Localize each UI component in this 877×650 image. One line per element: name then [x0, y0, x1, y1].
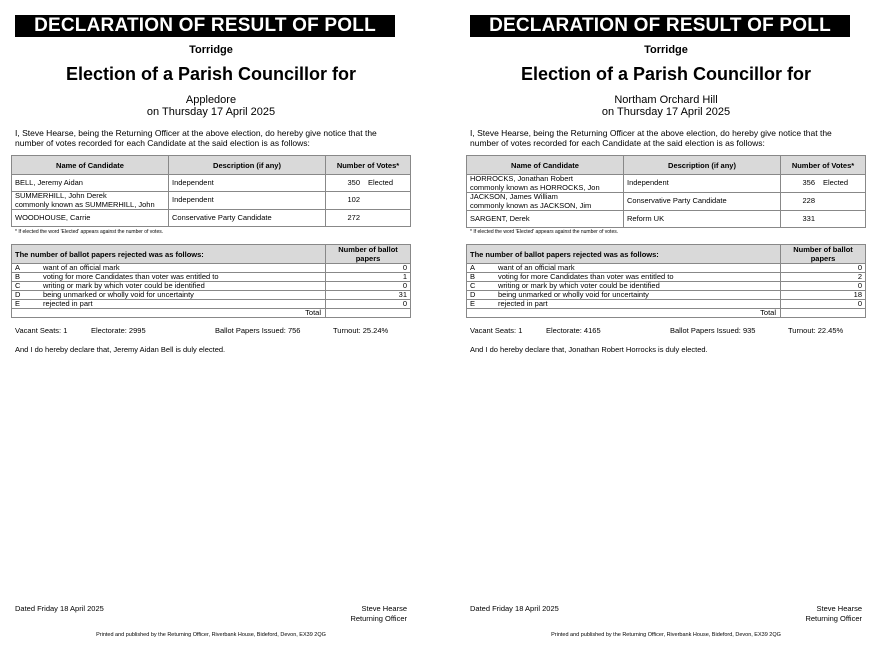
district-name: Torridge: [189, 44, 233, 56]
candidate-row: [467, 193, 866, 211]
officer-signature: [350, 604, 407, 624]
rejected-letter: C: [15, 281, 21, 290]
candidate-row: [12, 192, 411, 210]
poll-date: on Thursday 17 April 2025: [146, 106, 276, 118]
district-name: Torridge: [644, 44, 688, 56]
candidate-votes: 350: [347, 177, 360, 187]
candidate-votes: 331: [802, 213, 815, 223]
total-value: [781, 309, 866, 318]
officer-name: Steve Hearse: [361, 604, 407, 613]
candidate-description: Conservative Party Candidate: [169, 210, 326, 227]
parish-name: Appledore: [185, 94, 237, 106]
rejected-header: The number of ballot papers rejected was as follows:: [467, 245, 781, 264]
rejected-letter: A: [15, 263, 21, 272]
rejected-count: 2: [781, 273, 866, 282]
rejected-letter: D: [470, 290, 476, 299]
total-row: [467, 309, 866, 318]
officer-title: Returning Officer: [350, 614, 407, 623]
ballot-papers-issued: Ballot Papers Issued: 756: [215, 326, 301, 335]
rejected-count: 1: [326, 273, 411, 282]
rejected-letter: E: [470, 299, 476, 308]
electorate: Electorate: 4165: [546, 326, 601, 335]
total-label: Total: [467, 309, 781, 318]
candidate-name: JACKSON, James William: [470, 192, 558, 201]
candidate-votes: 356: [802, 178, 815, 188]
rejected-row: [467, 300, 866, 309]
declaration-banner: DECLARATION OF RESULT OF POLL: [470, 15, 850, 37]
candidates-header-row: [12, 156, 411, 175]
header-name: Name of Candidate: [467, 156, 624, 175]
candidate-votes-cell: [781, 211, 866, 228]
rejected-reason: want of an official mark: [43, 263, 120, 272]
candidate-name: WOODHOUSE, Carrie: [15, 212, 91, 222]
poll-date: on Thursday 17 April 2025: [601, 106, 731, 118]
rejected-count: 0: [326, 300, 411, 309]
header-votes: Number of Votes*: [326, 156, 411, 175]
imprint: Printed and published by the Returning Officer, Riverbank House, Bideford, Devon, EX39 2QG: [96, 632, 326, 638]
candidate-name: BELL, Jeremy Aidan: [15, 177, 83, 187]
imprint: Printed and published by the Returning Officer, Riverbank House, Bideford, Devon, EX39 2QG: [551, 632, 781, 638]
dated-line: Dated Friday 18 April 2025: [470, 604, 559, 613]
rejected-count-header: Number of ballot papers: [326, 245, 411, 264]
officer-signature: [805, 604, 862, 624]
rejected-reason: voting for more Candidates than voter was entitled to: [43, 272, 219, 281]
rejected-header: The number of ballot papers rejected was as follows:: [12, 245, 326, 264]
header-description: Description (if any): [624, 156, 781, 175]
rejected-count: 0: [326, 264, 411, 273]
rejected-count: 0: [781, 300, 866, 309]
candidates-table: [11, 155, 411, 227]
candidate-name-cell: [467, 175, 624, 193]
rejected-reason: rejected in part: [43, 299, 93, 308]
electorate: Electorate: 2995: [91, 326, 146, 335]
header-description: Description (if any): [169, 156, 326, 175]
rejected-letter: C: [470, 281, 476, 290]
vacant-seats: Vacant Seats: 1: [470, 326, 523, 335]
declaration-northam-orchard-hill: [466, 0, 866, 650]
declaration-text: And I do hereby declare that, Jeremy Aidan Bell is duly elected.: [15, 345, 226, 354]
rejected-letter: B: [470, 272, 476, 281]
candidate-row: [12, 175, 411, 192]
total-row: [12, 309, 411, 318]
candidate-alias: commonly known as JACKSON, Jim: [470, 200, 592, 210]
candidate-votes: 102: [347, 195, 360, 205]
ballot-papers-issued: Ballot Papers Issued: 935: [670, 326, 756, 335]
candidates-header-row: [467, 156, 866, 175]
notice-text: I, Steve Hearse, being the Returning Officer at the above election, do hereby give notice that the number of votes recorded for each Candidate at the said election is as follows:: [470, 128, 832, 148]
rejected-reason: being unmarked or wholly void for uncertainty: [498, 290, 649, 299]
rejected-header-row: [12, 245, 411, 264]
declaration-banner: DECLARATION OF RESULT OF POLL: [15, 15, 395, 37]
candidate-votes: 272: [347, 212, 360, 222]
elected-footnote: * If elected the word 'Elected' appears against the number of votes.: [15, 229, 164, 235]
rejected-reason: rejected in part: [498, 299, 548, 308]
candidate-name: SUMMERHILL, John Derek: [15, 191, 107, 200]
rejected-reason: writing or mark by which voter could be identified: [43, 281, 205, 290]
total-label: Total: [12, 309, 326, 318]
candidate-row: [467, 211, 866, 228]
candidate-name-cell: [12, 192, 169, 210]
candidate-votes-cell: [781, 175, 866, 193]
candidate-alias: commonly known as HORROCKS, Jon: [470, 182, 600, 192]
notice-text: I, Steve Hearse, being the Returning Officer at the above election, do hereby give notice that the number of votes recorded for each Candidate at the said election is as follows:: [15, 128, 377, 148]
candidate-row: [12, 210, 411, 227]
turnout: Turnout: 22.45%: [788, 326, 844, 335]
dated-line: Dated Friday 18 April 2025: [15, 604, 104, 613]
rejected-reason: writing or mark by which voter could be identified: [498, 281, 660, 290]
declaration-appledore: [11, 0, 411, 650]
candidate-description: Conservative Party Candidate: [624, 193, 781, 211]
candidate-name: HORROCKS, Jonathan Robert: [470, 174, 573, 183]
candidate-votes-cell: [781, 193, 866, 211]
elected-footnote: * If elected the word 'Elected' appears against the number of votes.: [470, 229, 619, 235]
total-value: [326, 309, 411, 318]
rejected-reason-cell: [12, 300, 326, 309]
elected-marker: Elected: [823, 178, 849, 188]
rejected-reason-cell: [467, 300, 781, 309]
candidates-table: [466, 155, 866, 228]
candidate-name-cell: [12, 175, 169, 192]
declaration-text: And I do hereby declare that, Jonathan Robert Horrocks is duly elected.: [470, 345, 708, 354]
rejected-reason: being unmarked or wholly void for uncertainty: [43, 290, 194, 299]
rejected-letter: E: [15, 299, 21, 308]
candidate-name-cell: [467, 211, 624, 228]
elected-marker: Elected: [368, 177, 394, 187]
parish-name: Northam Orchard Hill: [614, 94, 718, 106]
candidate-name-cell: [467, 193, 624, 211]
rejected-row: [12, 300, 411, 309]
rejected-count: 0: [326, 282, 411, 291]
candidate-votes: 228: [802, 196, 815, 206]
officer-title: Returning Officer: [805, 614, 862, 623]
rejected-count: 0: [781, 282, 866, 291]
candidate-description: Reform UK: [624, 211, 781, 228]
header-votes: Number of Votes*: [781, 156, 866, 175]
turnout: Turnout: 25.24%: [333, 326, 389, 335]
candidate-description: Independent: [169, 192, 326, 210]
rejected-letter: D: [15, 290, 21, 299]
rejected-reason: voting for more Candidates than voter was entitled to: [498, 272, 674, 281]
rejected-letter: A: [470, 263, 476, 272]
rejected-ballots-table: [11, 244, 411, 318]
header-name: Name of Candidate: [12, 156, 169, 175]
candidate-row: [467, 175, 866, 193]
vacant-seats: Vacant Seats: 1: [15, 326, 68, 335]
rejected-ballots-table: [466, 244, 866, 318]
rejected-count: 18: [781, 291, 866, 300]
rejected-count: 0: [781, 264, 866, 273]
rejected-reason: want of an official mark: [498, 263, 575, 272]
candidate-name-cell: [12, 210, 169, 227]
rejected-header-row: [467, 245, 866, 264]
election-heading: Election of a Parish Councillor for: [65, 64, 357, 84]
election-heading: Election of a Parish Councillor for: [520, 64, 812, 84]
candidate-alias: commonly known as SUMMERHILL, John: [15, 199, 155, 209]
officer-name: Steve Hearse: [816, 604, 862, 613]
rejected-count: 31: [326, 291, 411, 300]
candidate-description: Independent: [169, 175, 326, 192]
rejected-count-header: Number of ballot papers: [781, 245, 866, 264]
rejected-letter: B: [15, 272, 21, 281]
candidate-votes-cell: [326, 192, 411, 210]
candidate-name: SARGENT, Derek: [470, 213, 530, 223]
candidate-votes-cell: [326, 210, 411, 227]
candidate-votes-cell: [326, 175, 411, 192]
candidate-description: Independent: [624, 175, 781, 193]
